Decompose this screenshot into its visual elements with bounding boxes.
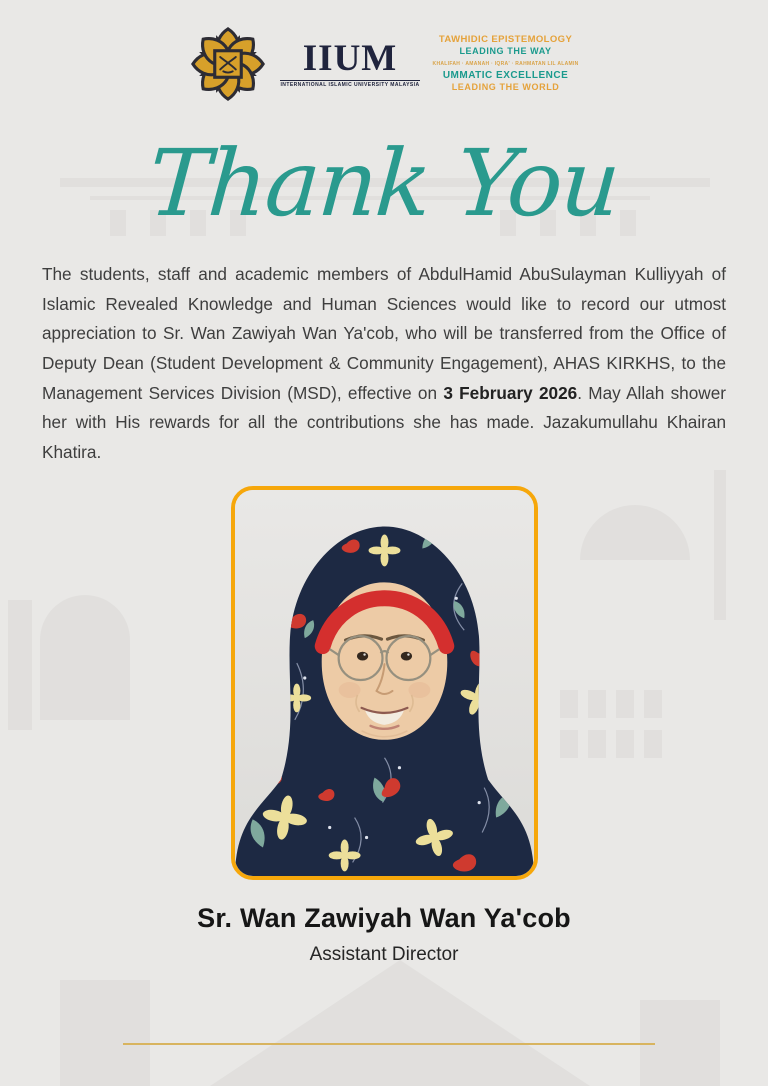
taglines	[433, 34, 579, 93]
portrait-illustration	[235, 490, 534, 876]
tagline-4: LEADING THE WORLD	[451, 82, 560, 93]
person-role: Assistant Director	[309, 944, 459, 966]
page-title: Thank You	[145, 130, 623, 237]
effective-date: 3 February 2026	[443, 382, 578, 403]
person-name: Sr. Wan Zawiyah Wan Ya'cob	[197, 903, 571, 934]
tagline-2: LEADING THE WAY	[459, 46, 552, 57]
tagline-3: UMMATIC EXCELLENCE	[442, 69, 569, 81]
message-part-2: . May Allah shower her with His rewards for all the contributions she has made. Jazakumullahu Khairan Khatira.	[42, 382, 726, 462]
iium-logo-emblem-icon	[189, 25, 267, 103]
iium-acronym: IIUM	[302, 37, 398, 79]
message-part-1: The students, staff and academic members of AbdulHamid AbuSulayman Kulliyyah of Islamic Revealed Knowledge and Human Sciences would like to record our utmost appreciation to Sr. Wan Zawiyah Wan Ya'cob, who will be transferred from the Office of Deputy Dean (Student Development & Community Engagement), AHAS KIRKHS, to the Management Services Division (MSD), effective on	[42, 264, 726, 403]
header	[0, 0, 768, 103]
motto-line: KHALIFAH · AMANAH · IQRA' · RAHMATAN LIL ALAMIN	[432, 60, 579, 67]
tagline-1: TAWHIDIC EPISTEMOLOGY	[438, 34, 573, 46]
portrait-photo	[231, 486, 538, 880]
university-name: INTERNATIONAL ISLAMIC UNIVERSITY MALAYSIA	[280, 80, 419, 89]
iium-wordmark	[280, 37, 420, 89]
appreciation-message	[42, 260, 726, 467]
footer-divider	[123, 1043, 655, 1045]
